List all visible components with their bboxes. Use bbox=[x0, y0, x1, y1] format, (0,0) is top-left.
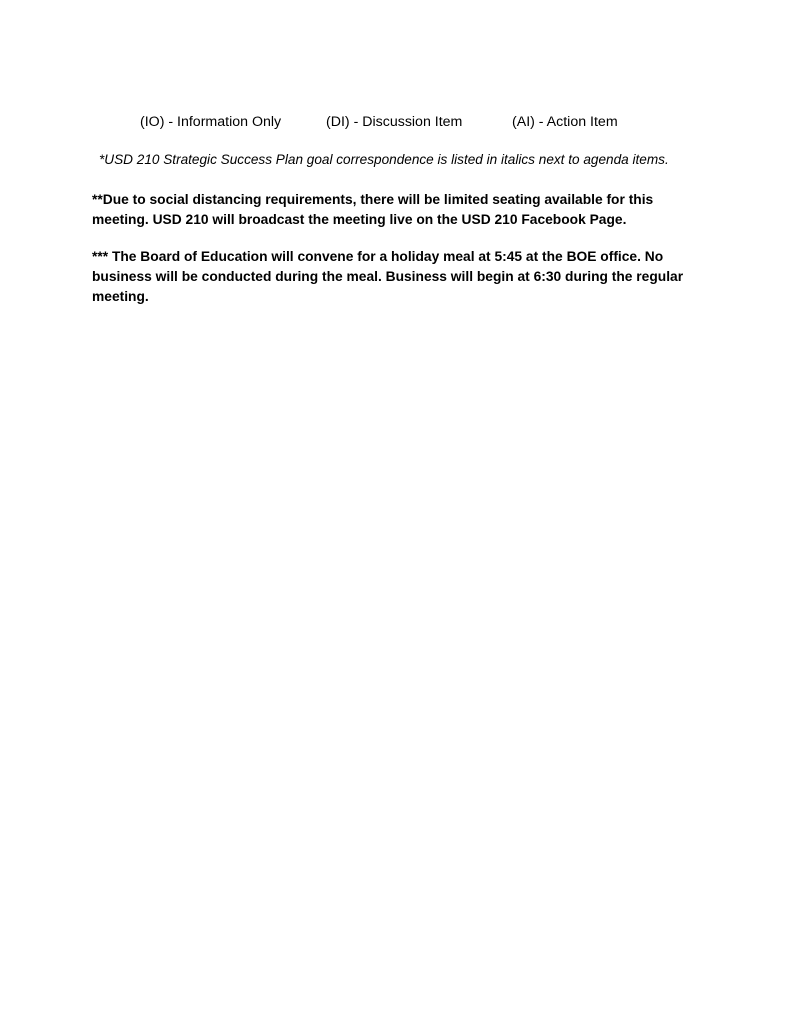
social-distancing-note: **Due to social distancing requirements, there will be limited seating available for this meeting. USD 210 will broadcast the meeting live on the USD 210 Facebook Page. bbox=[92, 192, 654, 227]
legend-action-item: (AI) - Action Item bbox=[512, 114, 618, 130]
legend-discussion-item: (DI) - Discussion Item bbox=[326, 114, 463, 130]
holiday-meal-note: *** The Board of Education will convene for a holiday meal at 5:45 at the BOE office. No business will be conducted during the meal. Business will begin at 6:30 during the regular meeting. bbox=[92, 249, 684, 304]
legend-information-only: (IO) - Information Only bbox=[140, 114, 282, 130]
strategic-plan-note: *USD 210 Strategic Success Plan goal correspondence is listed in italics next to agenda items. bbox=[99, 152, 669, 167]
